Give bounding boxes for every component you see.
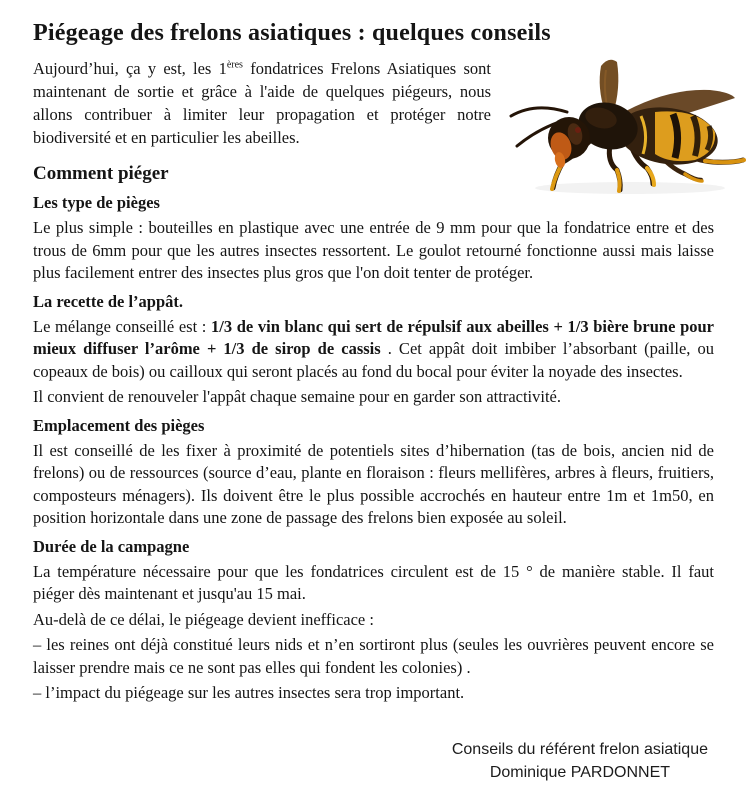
heading-duree-campagne: Durée de la campagne	[33, 536, 190, 556]
heading-types-de-pieges: Les type de pièges	[33, 193, 160, 212]
paragraph-emplacement: Il est conseillé de les fixer à proximité de potentiels sites d’hibernation (tas de bois, ancien nid de frelons) ou de ressources (source d’eau, plante en floraison : fleurs mellifères, arbres à fleurs, fruitiers, composteurs ménagers). Ils doivent être le plus possible accrochés en hauteur entre 1m et 1m50, en position horizontale dans une zone de passage des frelons bien exposée au soleil.	[33, 440, 714, 527]
heading-comment-pieger: Comment piéger	[33, 163, 169, 184]
recette-tail: . Cet appât doit imbiber l’absorbant (paille, ou copeaux de bois) ou cailloux qui seront placés au fond du bocal pour éviter la noyade des insectes.	[33, 339, 714, 381]
asian-hornet-image	[505, 50, 746, 198]
signature-name: Dominique PARDONNET	[489, 764, 671, 781]
bullet-impact-insectes: – l’impact du piégeage sur les autres insectes sera trop important.	[33, 683, 465, 702]
heading-recette-appat: La recette de l’appât.	[33, 291, 183, 311]
signature-block	[452, 738, 708, 784]
paragraph-recette	[33, 316, 714, 384]
intro-paragraph	[33, 57, 491, 149]
signature-role: Conseils du référent frelon asiatique	[451, 741, 708, 758]
page-title: Piégeage des frelons asiatiques : quelques conseils	[33, 20, 551, 46]
heading-emplacement-pieges: Emplacement des pièges	[33, 415, 205, 435]
paragraph-renouveler-appat: Il convient de renouveler l'appât chaque semaine pour en garder son attractivité.	[33, 387, 561, 406]
ordinal-superscript: ères	[226, 59, 243, 71]
paragraph-types-de-pieges: Le plus simple : bouteilles en plastique avec une entrée de 9 mm pour que la fondatrice entre et des trous de 6mm pour que les autres insectes ressortent. Le goulot retourné fonctionne aussi mais laisse plus facilement entrer des insectes plus gros que l'on doit tenter de protéger.	[33, 218, 714, 282]
paragraph-temperature: La température nécessaire pour que les fondatrices circulent est de 15 ° de manière stable. Il faut piéger dès maintenant et jusqu'au 15 mai.	[33, 561, 714, 603]
intro-text-end: fondatrices Frelons Asiatiques sont maintenant de sortie et grâce à l'aide de quelques piégeurs, nous allons contribuer à limiter leur propagation et protéger notre biodiversité et en particulier les abeilles.	[33, 59, 491, 147]
intro-text-start: Aujourd’hui, ça y est, les 1	[33, 59, 227, 78]
recette-melange-bold: 1/3 de vin blanc qui sert de répulsif aux abeilles + 1/3 bière brune pour mieux diffuser l’arôme + 1/3 de sirop de cassis	[33, 316, 714, 358]
asian-hornet-illustration	[505, 50, 746, 198]
paragraph-au-dela-delai: Au-delà de ce délai, le piégeage devient inefficace :	[33, 609, 374, 629]
bullet-reines-nids: – les reines ont déjà constitué leurs nids et n’en sortiront plus (seules les ouvrières peuvent encore se laisser prendre mais ce ne sont pas elles qui fondent les colonies) .	[33, 635, 714, 677]
recette-lead: Le mélange conseillé est :	[33, 316, 212, 336]
